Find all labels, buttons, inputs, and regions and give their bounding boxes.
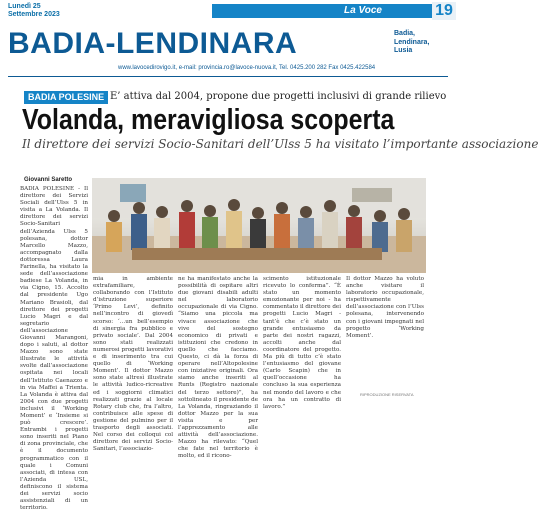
page-header [0, 0, 457, 22]
section-title: BADIA-LENDINARA [8, 27, 298, 60]
article-column-1 [20, 186, 88, 512]
brand-bar [212, 4, 432, 18]
group-photo-illustration [92, 178, 426, 273]
article-subtitle: Il direttore dei servizi Socio-Sanitari dell’Ulss 5 ha visitato l’importante associazione [22, 137, 538, 151]
article-byline: Giovanni Saretto [24, 177, 73, 183]
section-divider [8, 76, 448, 77]
article-headline: Volanda, meravigliosa scoperta [22, 104, 395, 136]
column-text: mia in ambiente extrafamiliare, collaborando con l’Istituto d’istruzione superiore ‘Primo Levi’, definito nell’incontro di giovedì scorso: ‘…un bell’esempio di sinergia fra pubblico e privato sociale’. Dal 2004 sono stati realizzati numerosi progetti lavorativi e di inserimento tra cui quello di ‘Working Moment’. Il dottor Mazzo sono state altresì illustrate le attività ludico-ricreative ed i soggiorni climatici realizzati grazie al locale Rotary club che, fra l’altro, contribuisce alle spese di gestione del pulmino per il trasporto degli associati. Nel corso dei colloqui col direttore dei servizi Socio-Sanitari, l’associazio- [93, 276, 173, 453]
article-column-2 [93, 276, 173, 453]
place-item: Lusia [394, 47, 413, 54]
page-number: 19 [432, 2, 456, 20]
photo-credit: RIPRODUZIONE RISERVATA [360, 392, 414, 397]
date-day: Lunedì 25 [8, 3, 41, 10]
article-column-4 [263, 276, 341, 411]
issue-date [8, 3, 60, 19]
place-item: Lendinara, [394, 38, 430, 46]
section-places [394, 30, 429, 56]
date-month-year: Settembre 2023 [8, 11, 60, 18]
place-item: Badia, [394, 30, 416, 37]
column-text: scimento istituzionale ricevuto lo conferma”. “È stato un momento emozionante per noi - ha commentato il direttore dei progetti Lucio Magri - tant’è che c’è stato un grande entusiasmo da parte dei nostri ragazzi, accolti anche dal coordinatore del progetto. Ma più di tutto c’è stato l’entusiasmo del giovane (Carlo Scapin) che in quell’occasione ha concluso la sua esperienza nel mondo del lavoro e che ora ha un contratto di lavoro.” [263, 276, 342, 410]
article-column-5 [346, 276, 424, 340]
group-photo [92, 178, 426, 273]
column-text: BADIA POLESINE - Il direttore dei Servizi Sociali dell’Ulss 5 in visita a La Volanda. Il direttore dei servizi Socio-Sanitari dell’Azienda Ulss 5 polesana, dottor Marcello Mazzo, accompagnato dalla dottoressa Laura Farinella, ha visitato la sede dell’associazione badiese La Volanda, in via Cigno, 15. Accolto dal presidente Ugo Mariano Brasioli, dal direttore dei progetti Lucio Magri e dal segretario dell’associazione Giovanni Marangoni, dopo i saluti, al dottor Mazzo sono state illustrate le attività svolte dall’associazione ospitata nei locali dell’Istituto Caenazzo e in via Maffei a Trienta. La Volanda è attiva dal 2004 con due progetti inclusivi il ‘Working Moment’ e ‘Insieme si può crescere’. Entrambi i progetti sono inseriti nel Piano di zona provinciale, che è il documento programmatico con il quale i Comuni associati, di intesa con l’Azienda USL, definiscono il sistema dei servizi socio assistenziali di un territorio. [20, 186, 88, 512]
brand-name: La Voce [344, 5, 382, 16]
article-kicker: E’ attiva dal 2004, propone due progetti inclusivi di grande rilievo [110, 91, 447, 102]
column-text: ne ha manifestato anche la possibilità di ospitare altri due giovani disabili adulti nel laboratorio occupazionale di via Cigno. “Siamo una piccola ma vivace associazione che vive del sostegno economico di privati e istituzioni che credono in quello che facciamo. Questo, ci dà la forza di operare nell’Altopolesine con iniziative originali. Ora siamo anche inseriti al Runts (Registro nazionale del terzo settore)”, ha sottolineato il presidente de La Volanda, ringraziando il dottor Mazzo per la sua visita e per l’apprezzamento alle attività dell’associazione. Mazzo ha rilevato: “Quel che fate nel territorio è molto, ed il ricono- [178, 276, 258, 460]
location-tag: BADIA POLESINE [24, 91, 108, 104]
section-contacts: www.lavocedirovigo.it, e-mail: provincia.ro@lavoce-nuova.it, Tel. 0425.200 282 Fax 0425.422584 [118, 65, 376, 71]
column-text: Il dottor Mazzo ha voluto anche visitare il laboratorio occupazionale, rispettivamente dell’associazione con l’Ulss polesana, intervenendo con i giovani impegnati nel progetto ‘Working Moment’. [346, 276, 424, 339]
article-column-3 [178, 276, 258, 460]
